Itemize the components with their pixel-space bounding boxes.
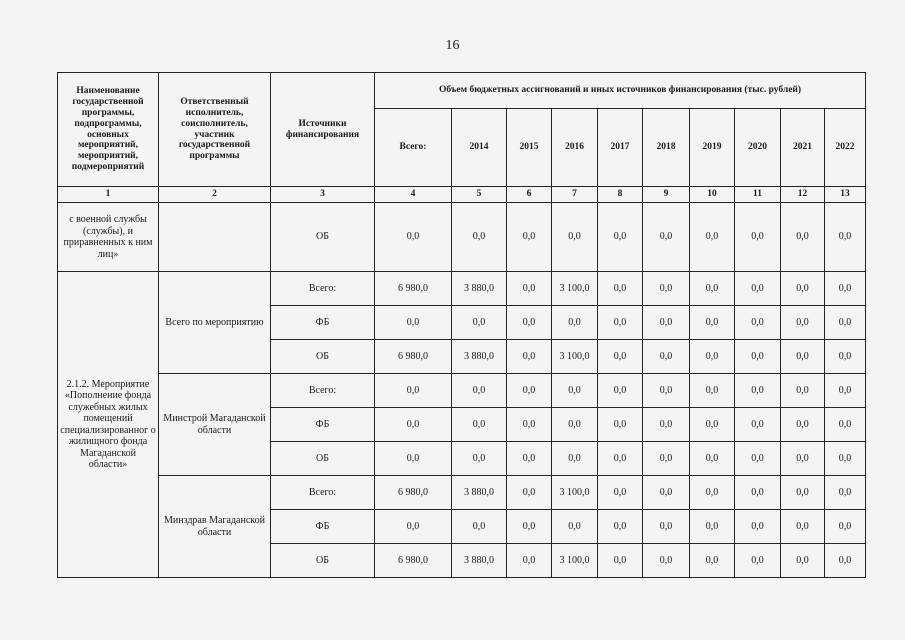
value-cell: 0,0 bbox=[690, 476, 735, 510]
header-year: 2019 bbox=[690, 109, 735, 187]
value-cell: 0,0 bbox=[375, 203, 452, 272]
value-cell: 6 980,0 bbox=[375, 272, 452, 306]
column-number: 1 bbox=[58, 187, 159, 203]
value-cell: 0,0 bbox=[598, 476, 643, 510]
value-cell: 0,0 bbox=[643, 374, 690, 408]
value-cell: 0,0 bbox=[598, 374, 643, 408]
value-cell: 0,0 bbox=[452, 306, 507, 340]
header-year: 2017 bbox=[598, 109, 643, 187]
value-cell: 6 980,0 bbox=[375, 544, 452, 578]
value-cell: 0,0 bbox=[690, 510, 735, 544]
value-cell: 0,0 bbox=[735, 510, 781, 544]
header-total: Всего: bbox=[375, 109, 452, 187]
value-cell: 0,0 bbox=[825, 272, 866, 306]
header-year: 2021 bbox=[781, 109, 825, 187]
value-cell: 0,0 bbox=[643, 306, 690, 340]
value-cell: 0,0 bbox=[552, 203, 598, 272]
column-number: 5 bbox=[452, 187, 507, 203]
value-cell: 0,0 bbox=[375, 510, 452, 544]
value-cell: 6 980,0 bbox=[375, 476, 452, 510]
header-year: 2022 bbox=[825, 109, 866, 187]
value-cell: 0,0 bbox=[507, 340, 552, 374]
value-cell: 0,0 bbox=[452, 203, 507, 272]
column-number: 11 bbox=[735, 187, 781, 203]
value-cell: 0,0 bbox=[507, 306, 552, 340]
source-cell: ФБ bbox=[271, 408, 375, 442]
value-cell: 0,0 bbox=[552, 510, 598, 544]
value-cell: 0,0 bbox=[598, 203, 643, 272]
executor-cell: Всего по мероприятию bbox=[159, 272, 271, 374]
value-cell: 3 880,0 bbox=[452, 272, 507, 306]
header-year: 2018 bbox=[643, 109, 690, 187]
value-cell: 0,0 bbox=[825, 306, 866, 340]
value-cell: 0,0 bbox=[507, 272, 552, 306]
value-cell: 0,0 bbox=[781, 374, 825, 408]
value-cell: 0,0 bbox=[643, 272, 690, 306]
budget-table bbox=[57, 72, 866, 578]
value-cell: 0,0 bbox=[690, 408, 735, 442]
value-cell: 0,0 bbox=[375, 442, 452, 476]
value-cell: 0,0 bbox=[507, 476, 552, 510]
value-cell: 0,0 bbox=[825, 374, 866, 408]
header-year: 2016 bbox=[552, 109, 598, 187]
value-cell: 0,0 bbox=[507, 510, 552, 544]
value-cell: 0,0 bbox=[643, 442, 690, 476]
value-cell: 0,0 bbox=[375, 408, 452, 442]
value-cell: 0,0 bbox=[452, 442, 507, 476]
value-cell: 0,0 bbox=[781, 544, 825, 578]
value-cell: 0,0 bbox=[507, 442, 552, 476]
value-cell: 3 100,0 bbox=[552, 476, 598, 510]
value-cell: 0,0 bbox=[598, 306, 643, 340]
executor-cell bbox=[159, 203, 271, 272]
event-name-cell: 2.1.2. Мероприятие «Пополнение фонда служебных жилых помещений специализированног о жилищного фонда Магаданской области» bbox=[58, 272, 159, 578]
column-number: 7 bbox=[552, 187, 598, 203]
value-cell: 0,0 bbox=[507, 544, 552, 578]
table-row bbox=[58, 203, 866, 272]
value-cell: 0,0 bbox=[735, 203, 781, 272]
column-number: 10 bbox=[690, 187, 735, 203]
value-cell: 0,0 bbox=[781, 272, 825, 306]
value-cell: 0,0 bbox=[825, 510, 866, 544]
value-cell: 0,0 bbox=[825, 203, 866, 272]
value-cell: 3 100,0 bbox=[552, 272, 598, 306]
executor-cell: Минстрой Магаданской области bbox=[159, 374, 271, 476]
source-cell: ОБ bbox=[271, 442, 375, 476]
value-cell: 0,0 bbox=[781, 306, 825, 340]
value-cell: 0,0 bbox=[507, 203, 552, 272]
column-number: 6 bbox=[507, 187, 552, 203]
source-cell: Всего: bbox=[271, 476, 375, 510]
column-numbers-row bbox=[58, 187, 866, 203]
source-cell: ОБ bbox=[271, 544, 375, 578]
source-cell: Всего: bbox=[271, 374, 375, 408]
page-number: 16 bbox=[445, 38, 460, 53]
value-cell: 0,0 bbox=[690, 374, 735, 408]
value-cell: 0,0 bbox=[690, 203, 735, 272]
value-cell: 0,0 bbox=[598, 340, 643, 374]
value-cell: 0,0 bbox=[825, 340, 866, 374]
value-cell: 0,0 bbox=[598, 510, 643, 544]
value-cell: 0,0 bbox=[781, 510, 825, 544]
value-cell: 0,0 bbox=[690, 544, 735, 578]
column-number: 8 bbox=[598, 187, 643, 203]
table-row bbox=[58, 476, 866, 510]
value-cell: 0,0 bbox=[552, 408, 598, 442]
value-cell: 0,0 bbox=[781, 476, 825, 510]
header-year: 2014 bbox=[452, 109, 507, 187]
value-cell: 6 980,0 bbox=[375, 340, 452, 374]
value-cell: 0,0 bbox=[507, 408, 552, 442]
value-cell: 0,0 bbox=[643, 510, 690, 544]
value-cell: 0,0 bbox=[598, 408, 643, 442]
header-name: Наименование государственной программы, подпрограммы, основных мероприятий, мероприятий, подмероприятий bbox=[58, 73, 159, 187]
source-cell: ФБ bbox=[271, 510, 375, 544]
value-cell: 0,0 bbox=[825, 544, 866, 578]
value-cell: 3 100,0 bbox=[552, 544, 598, 578]
value-cell: 0,0 bbox=[825, 442, 866, 476]
value-cell: 0,0 bbox=[452, 510, 507, 544]
value-cell: 0,0 bbox=[781, 442, 825, 476]
column-number: 12 bbox=[781, 187, 825, 203]
program-name-cell: с военной службы (службы), и приравненных к ним лиц» bbox=[58, 203, 159, 272]
table-row bbox=[58, 374, 866, 408]
value-cell: 0,0 bbox=[643, 544, 690, 578]
value-cell: 3 880,0 bbox=[452, 340, 507, 374]
value-cell: 0,0 bbox=[552, 442, 598, 476]
header-executor: Ответственный исполнитель, соисполнитель, участник государственной программы bbox=[159, 73, 271, 187]
value-cell: 0,0 bbox=[643, 340, 690, 374]
value-cell: 0,0 bbox=[735, 340, 781, 374]
column-number: 3 bbox=[271, 187, 375, 203]
header-year: 2015 bbox=[507, 109, 552, 187]
source-cell: Всего: bbox=[271, 272, 375, 306]
value-cell: 0,0 bbox=[735, 442, 781, 476]
value-cell: 0,0 bbox=[643, 408, 690, 442]
value-cell: 0,0 bbox=[781, 408, 825, 442]
value-cell: 0,0 bbox=[507, 374, 552, 408]
executor-cell: Минздрав Магаданской области bbox=[159, 476, 271, 578]
value-cell: 0,0 bbox=[552, 306, 598, 340]
value-cell: 0,0 bbox=[735, 476, 781, 510]
value-cell: 0,0 bbox=[643, 203, 690, 272]
value-cell: 0,0 bbox=[781, 340, 825, 374]
value-cell: 0,0 bbox=[735, 306, 781, 340]
column-number: 9 bbox=[643, 187, 690, 203]
value-cell: 0,0 bbox=[598, 442, 643, 476]
column-number: 13 bbox=[825, 187, 866, 203]
value-cell: 0,0 bbox=[735, 544, 781, 578]
value-cell: 0,0 bbox=[452, 408, 507, 442]
value-cell: 0,0 bbox=[598, 272, 643, 306]
event-body bbox=[58, 272, 866, 578]
value-cell: 0,0 bbox=[375, 374, 452, 408]
value-cell: 0,0 bbox=[735, 272, 781, 306]
value-cell: 0,0 bbox=[735, 374, 781, 408]
value-cell: 0,0 bbox=[781, 203, 825, 272]
value-cell: 0,0 bbox=[690, 340, 735, 374]
value-cell: 0,0 bbox=[375, 306, 452, 340]
value-cell: 0,0 bbox=[690, 442, 735, 476]
header-year: 2020 bbox=[735, 109, 781, 187]
source-cell: ФБ bbox=[271, 306, 375, 340]
table-row bbox=[58, 272, 866, 306]
value-cell: 0,0 bbox=[735, 408, 781, 442]
header-budget: Объем бюджетных ассигнований и иных источников финансирования (тыс. рублей) bbox=[375, 73, 866, 109]
column-number: 4 bbox=[375, 187, 452, 203]
source-cell: ОБ bbox=[271, 340, 375, 374]
value-cell: 0,0 bbox=[690, 306, 735, 340]
column-number: 2 bbox=[159, 187, 271, 203]
value-cell: 0,0 bbox=[825, 408, 866, 442]
value-cell: 0,0 bbox=[552, 374, 598, 408]
value-cell: 3 100,0 bbox=[552, 340, 598, 374]
header-sources: Источники финансирования bbox=[271, 73, 375, 187]
source-cell: ОБ bbox=[271, 203, 375, 272]
value-cell: 0,0 bbox=[643, 476, 690, 510]
value-cell: 0,0 bbox=[452, 374, 507, 408]
value-cell: 3 880,0 bbox=[452, 476, 507, 510]
value-cell: 3 880,0 bbox=[452, 544, 507, 578]
value-cell: 0,0 bbox=[825, 476, 866, 510]
value-cell: 0,0 bbox=[598, 544, 643, 578]
value-cell: 0,0 bbox=[690, 272, 735, 306]
